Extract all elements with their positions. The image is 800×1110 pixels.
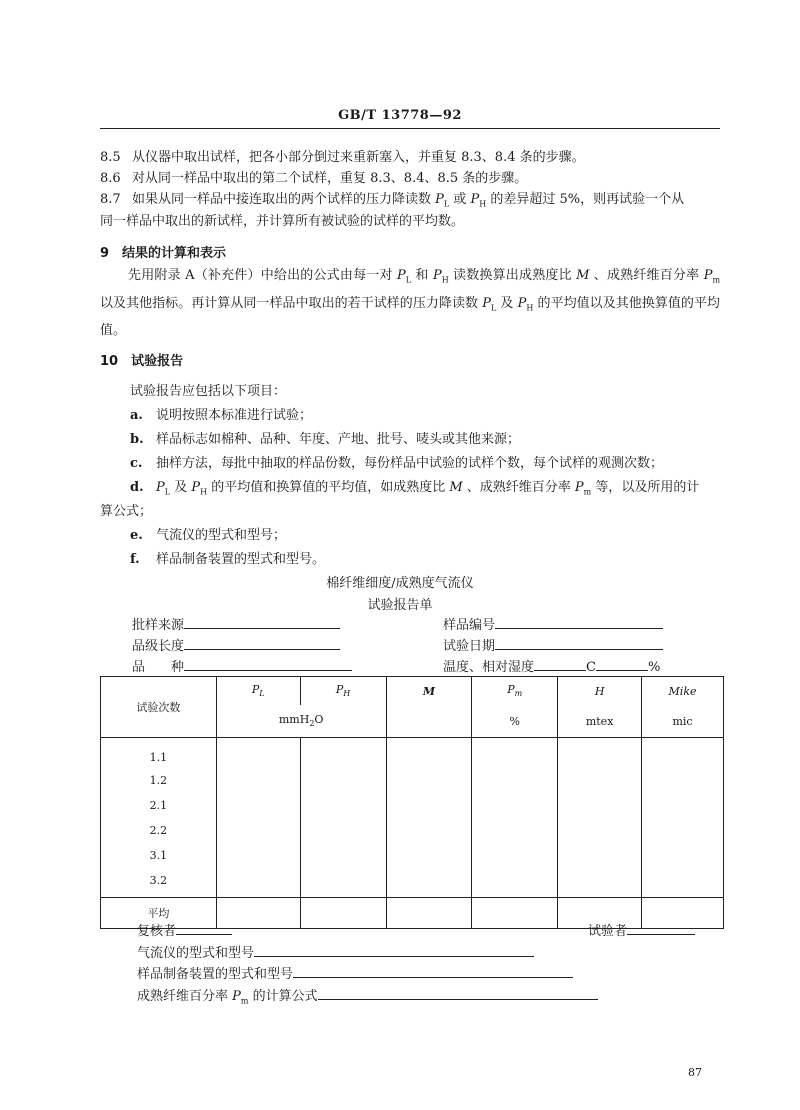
row-label: 3.2: [101, 868, 217, 898]
data-cell[interactable]: [472, 843, 558, 868]
document-code: GB/T 13778—92: [338, 108, 462, 123]
avg-cell[interactable]: [300, 898, 386, 929]
data-cell[interactable]: [216, 818, 300, 843]
mike-unit-cell: mic: [642, 705, 724, 738]
row-label: 2.2: [101, 818, 217, 843]
step-8-6: [100, 167, 527, 186]
data-cell[interactable]: [558, 843, 642, 868]
fill-blank[interactable]: [184, 637, 340, 650]
data-cell[interactable]: [642, 868, 724, 898]
data-cell[interactable]: [386, 843, 472, 868]
table-row: [101, 843, 724, 868]
row-label: 1.1: [101, 738, 217, 769]
field-label: 样品编号: [443, 618, 496, 633]
step-number: 8.5: [100, 150, 121, 165]
avg-cell[interactable]: [472, 898, 558, 929]
field-label: 试验日期: [443, 639, 496, 654]
step-8-5: [100, 146, 585, 165]
section-10-heading: 10 试验报告: [100, 354, 184, 369]
data-cell[interactable]: [472, 768, 558, 793]
data-cell[interactable]: [558, 738, 642, 769]
data-cell[interactable]: [558, 768, 642, 793]
temp-blank[interactable]: [534, 658, 586, 671]
data-cell[interactable]: [472, 868, 558, 898]
data-cell[interactable]: [300, 843, 386, 868]
field-label: 批样来源: [132, 618, 185, 633]
fill-blank[interactable]: [293, 965, 573, 978]
report-intro: 试验报告应包括以下项目：: [130, 384, 287, 399]
field-batch-source: [132, 614, 340, 633]
row-label: 1.2: [101, 768, 217, 793]
col-pl-header: $P_L$: [216, 677, 300, 706]
fill-blank[interactable]: [318, 987, 598, 1000]
row-label: 3.1: [101, 843, 217, 868]
item-letter: b.: [130, 432, 144, 447]
item-text: 样品制备装置的型式和型号。: [156, 552, 326, 567]
col-ph-header: $P_H$: [300, 677, 386, 706]
fill-blank[interactable]: [176, 922, 232, 935]
data-cell[interactable]: [216, 793, 300, 818]
data-cell[interactable]: [642, 793, 724, 818]
data-cell[interactable]: [642, 768, 724, 793]
field-test-date: [443, 635, 663, 654]
field-variety: [132, 656, 352, 675]
data-cell[interactable]: [472, 793, 558, 818]
field-reviewer: [137, 920, 232, 939]
fill-blank[interactable]: [184, 658, 352, 671]
row-label: 2.1: [101, 793, 217, 818]
field-label: 温度、相对湿度: [443, 660, 535, 675]
data-cell[interactable]: [558, 793, 642, 818]
avg-cell[interactable]: [386, 898, 472, 929]
step-number: 8.6: [100, 171, 121, 186]
col-pm-header: $P_m$: [472, 677, 558, 706]
data-cell[interactable]: [642, 818, 724, 843]
data-cell[interactable]: [386, 793, 472, 818]
report-item-f: [130, 548, 325, 567]
item-letter: f.: [130, 552, 140, 567]
report-item-e: [130, 524, 286, 543]
field-tester: [588, 920, 695, 939]
pm-unit-cell: %: [472, 705, 558, 738]
item-text: 气流仪的型式和型号；: [156, 528, 287, 543]
fill-blank[interactable]: [495, 637, 663, 650]
data-cell[interactable]: [216, 868, 300, 898]
report-item-d-cont: 算公式；: [100, 504, 153, 519]
col-h-header: H: [558, 677, 642, 706]
field-label: 气流仪的型式和型号: [137, 946, 255, 961]
data-cell[interactable]: [386, 818, 472, 843]
header-rule: [100, 128, 720, 129]
data-cell[interactable]: [300, 738, 386, 769]
table-row: [101, 868, 724, 898]
report-item-d: [130, 476, 699, 497]
field-label: 品级长度: [132, 639, 185, 654]
data-cell[interactable]: [472, 818, 558, 843]
row-header-cell: 试验次数: [101, 677, 217, 738]
data-cell[interactable]: [216, 738, 300, 769]
data-cell[interactable]: [472, 738, 558, 769]
step-text: 如果从同一样品中接连取出的两个试样的压力降读数 $P_L$ 或 $P_H$ 的差异超过 5%，则再试验一个从: [132, 192, 685, 209]
table-row: [101, 738, 724, 769]
item-text: 说明按照本标准进行试验；: [156, 408, 313, 423]
data-cell[interactable]: [300, 818, 386, 843]
field-grade-length: [132, 635, 340, 654]
m-unit-cell: [386, 705, 472, 738]
table-row: [101, 768, 724, 793]
report-item-c: [130, 452, 663, 471]
field-label: 复核者: [137, 924, 177, 939]
data-cell[interactable]: [216, 768, 300, 793]
field-prep-model: [137, 963, 573, 982]
data-cell[interactable]: [558, 868, 642, 898]
table-row: [101, 793, 724, 818]
h-unit-cell: mtex: [558, 705, 642, 738]
data-cell[interactable]: [558, 818, 642, 843]
step-text: 对从同一样品中取出的第二个试样，重复 8.3、8.4、8.5 条的步骤。: [132, 171, 528, 186]
data-cell[interactable]: [216, 843, 300, 868]
fill-blank[interactable]: [254, 944, 534, 957]
data-cell[interactable]: [386, 868, 472, 898]
page-number: 87: [688, 1066, 702, 1079]
report-table: [100, 676, 724, 929]
item-letter: a.: [130, 408, 143, 423]
form-title: 棉纤维细度/成熟度气流仪: [326, 576, 474, 591]
field-formula: [137, 985, 598, 1006]
field-instrument-model: [137, 942, 534, 961]
humidity-blank[interactable]: [596, 658, 648, 671]
item-text: 抽样方法，每批中抽取的样品份数，每份样品中试验的试样个数，每个试样的观测次数；: [156, 456, 664, 471]
step-number: 8.7: [100, 192, 121, 207]
field-temp-humidity: [443, 656, 660, 675]
field-label: 样品制备装置的型式和型号: [137, 967, 294, 982]
item-letter: d.: [130, 480, 144, 495]
field-sample-number: [443, 614, 663, 633]
fill-blank[interactable]: [495, 616, 663, 629]
temp-unit: C: [586, 660, 596, 675]
data-cell[interactable]: [386, 768, 472, 793]
pressure-unit-cell: mmH$_2$O: [216, 705, 386, 738]
section-9-heading: 9 结果的计算和表示: [100, 246, 227, 261]
table-row: [101, 818, 724, 843]
data-cell[interactable]: [300, 793, 386, 818]
item-letter: c.: [130, 456, 143, 471]
step-text: 从仪器中取出试样，把各小部分倒过来重新塞入，并重复 8.3、8.4 条的步骤。: [132, 150, 585, 165]
item-letter: e.: [130, 528, 143, 543]
report-item-b: [130, 428, 520, 447]
humidity-unit: %: [647, 660, 661, 675]
data-cell[interactable]: [300, 768, 386, 793]
field-label: 品 种: [132, 660, 185, 675]
report-item-a: [130, 404, 312, 423]
item-text: $P_L$ 及 $P_H$ 的平均值和换算值的平均值，如成熟度比 M 、成熟纤维百分率 $P_m$ 等，以及所用的计: [156, 480, 700, 497]
data-cell[interactable]: [300, 868, 386, 898]
data-cell[interactable]: [642, 843, 724, 868]
col-m-header: M: [386, 677, 472, 706]
item-text: 样品标志如棉种、品种、年度、产地、批号、唛头或其他来源；: [156, 432, 521, 447]
step-8-7: [100, 188, 684, 209]
table-header-row: [101, 677, 724, 706]
data-cell[interactable]: [642, 738, 724, 769]
fill-blank[interactable]: [184, 616, 340, 629]
step-8-7-cont: 同一样品中取出的新试样，并计算所有被试验的试样的平均数。: [100, 214, 465, 229]
col-mike-header: Mike: [642, 677, 724, 706]
data-cell[interactable]: [386, 738, 472, 769]
form-subtitle: 试验报告单: [367, 598, 433, 613]
avg-label: 平均: [101, 898, 217, 929]
field-label: 试验者: [588, 924, 628, 939]
field-label: 成熟纤维百分率 $P_m$ 的计算公式: [137, 989, 318, 1006]
fill-blank[interactable]: [627, 922, 695, 935]
section-9-paragraph: 先用附录 A（补充件）中给出的公式由每一对 $P_L$ 和 $P_H$ 读数换算出成熟度比 M 、成熟纤维百分率 $P_m$ 以及其他指标。再计算从同一样品中取出的若干试样的压力降读数 $P_L$ 及 $P_H$ 的平均值以及其他换算值的平均值。: [100, 268, 721, 339]
